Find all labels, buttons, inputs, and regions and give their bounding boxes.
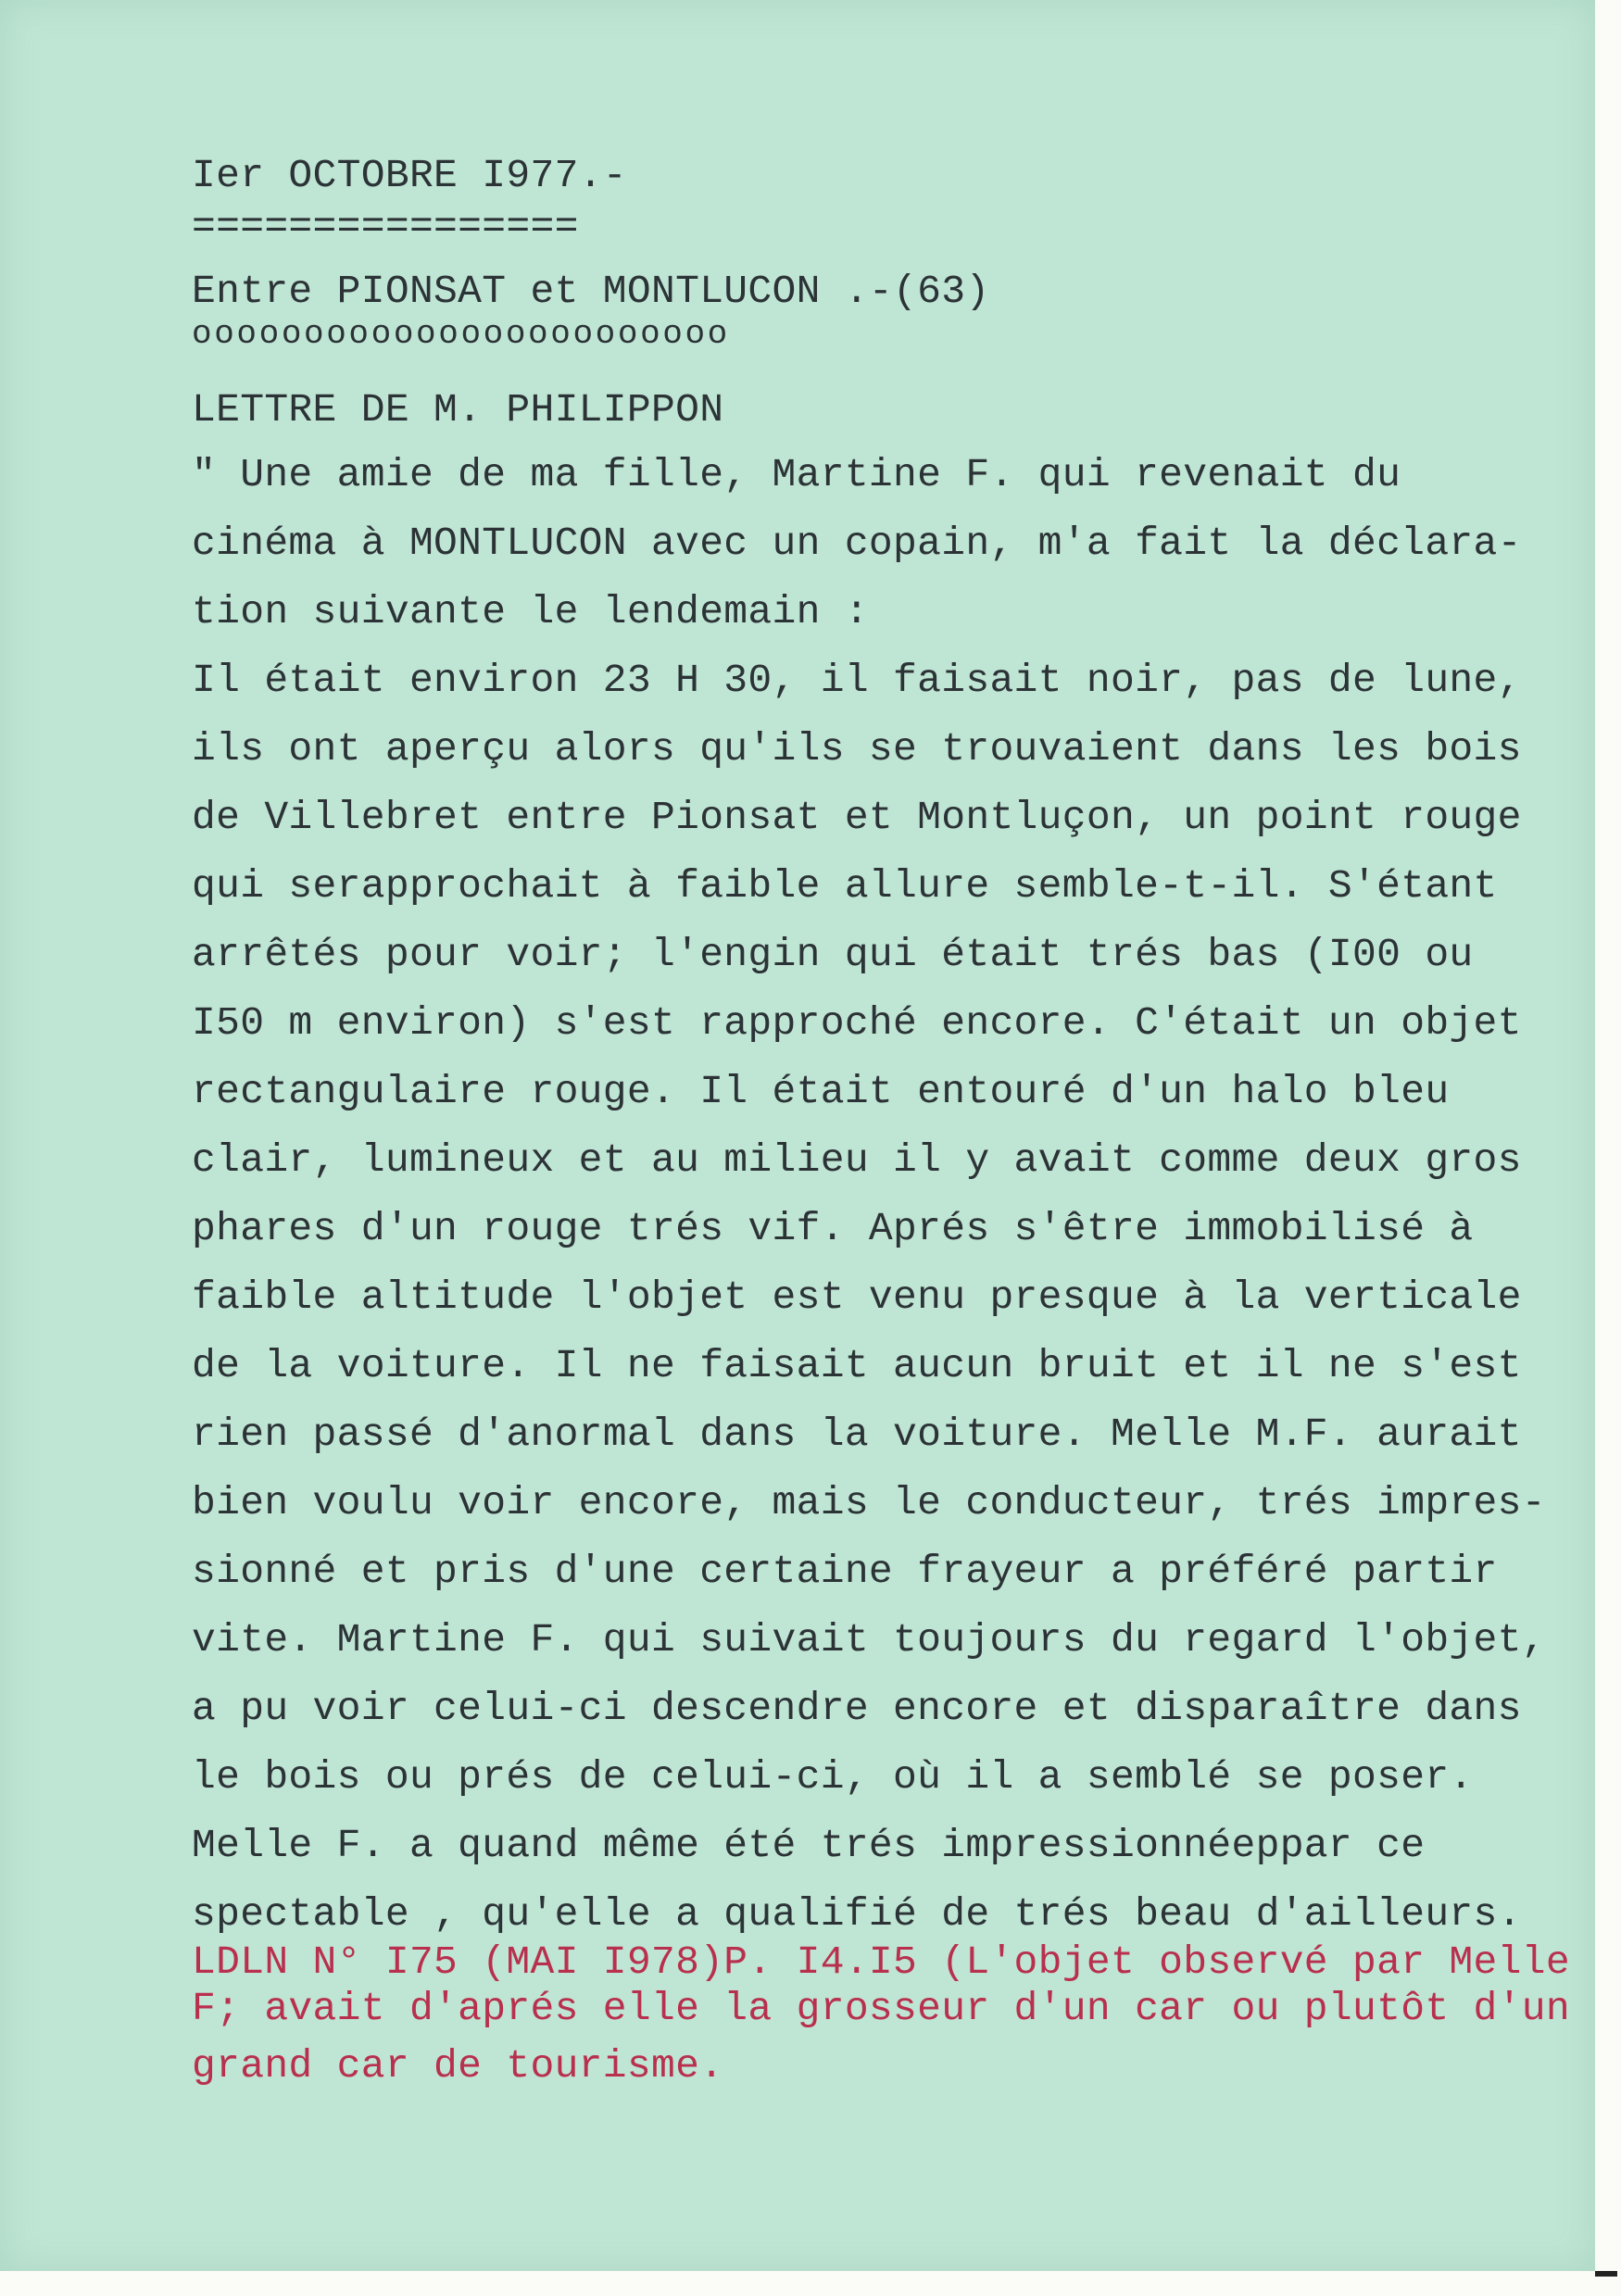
body-line: arrêtés pour voir; l'engin qui était trés bas (I00 ou xyxy=(192,932,1474,977)
body-line: a pu voir celui-ci descendre encore et disparaître dans xyxy=(192,1686,1522,1731)
body-line: vite. Martine F. qui suivait toujours du regard l'objet, xyxy=(192,1617,1546,1662)
location-heading: Entre PIONSAT et MONTLUCON .-(63) xyxy=(192,269,990,314)
reference-note-line: grand car de tourisme. xyxy=(192,2043,724,2089)
body-line: bien voulu voir encore, mais le conducteur, trés impres- xyxy=(192,1480,1546,1525)
body-line: " Une amie de ma fille, Martine F. qui revenait du xyxy=(192,452,1401,497)
reference-note-line: F; avait d'aprés elle la grosseur d'un car ou plutôt d'un xyxy=(192,1986,1570,2031)
body-line: sionné et pris d'une certaine frayeur a préféré partir xyxy=(192,1549,1498,1594)
body-line: ils ont aperçu alors qu'ils se trouvaient dans les bois xyxy=(192,726,1522,772)
body-line: I50 m environ) s'est rapproché encore. C'était un objet xyxy=(192,1000,1522,1046)
body-line: clair, lumineux et au milieu il y avait comme deux gros xyxy=(192,1137,1522,1183)
body-line: faible altitude l'objet est venu presque à la verticale xyxy=(192,1274,1522,1320)
date-heading: Ier OCTOBRE I977.- xyxy=(192,153,627,198)
body-line: Melle F. a quand même été trés impressionnéeppar ce xyxy=(192,1823,1426,1868)
scan-edge-mark xyxy=(1595,2271,1617,2277)
body-line: tion suivante le lendemain : xyxy=(192,589,869,634)
body-line: de la voiture. Il ne faisait aucun bruit et il ne s'est xyxy=(192,1343,1522,1388)
body-line: rien passé d'anormal dans la voiture. Melle M.F. aurait xyxy=(192,1411,1522,1457)
reference-note-line: LDLN N° I75 (MAI I978)P. I4.I5 (L'objet observé par Melle xyxy=(192,1939,1570,1985)
scan-margin-right xyxy=(1595,0,1621,2296)
scan-margin-bottom xyxy=(0,2271,1621,2296)
body-line: cinéma à MONTLUCON avec un copain, m'a fait la déclara- xyxy=(192,521,1522,566)
body-line: phares d'un rouge trés vif. Aprés s'être immobilisé à xyxy=(192,1206,1474,1251)
body-line: rectangulaire rouge. Il était entouré d'un halo bleu xyxy=(192,1069,1450,1114)
location-underline: oooooooooooooooooooooooo xyxy=(192,315,730,353)
date-underline: ================ xyxy=(192,204,579,249)
body-line: le bois ou prés de celui-ci, où il a semblé se poser. xyxy=(192,1754,1474,1800)
body-line: Il était environ 23 H 30, il faisait noir, pas de lune, xyxy=(192,658,1522,703)
body-line: qui serapprochait à faible allure semble-t-il. S'étant xyxy=(192,863,1498,909)
letter-heading: LETTRE DE M. PHILIPPON xyxy=(192,387,724,433)
body-line: de Villebret entre Pionsat et Montluçon, un point rouge xyxy=(192,795,1522,840)
body-line: spectable , qu'elle a qualifié de trés beau d'ailleurs. xyxy=(192,1891,1522,1937)
